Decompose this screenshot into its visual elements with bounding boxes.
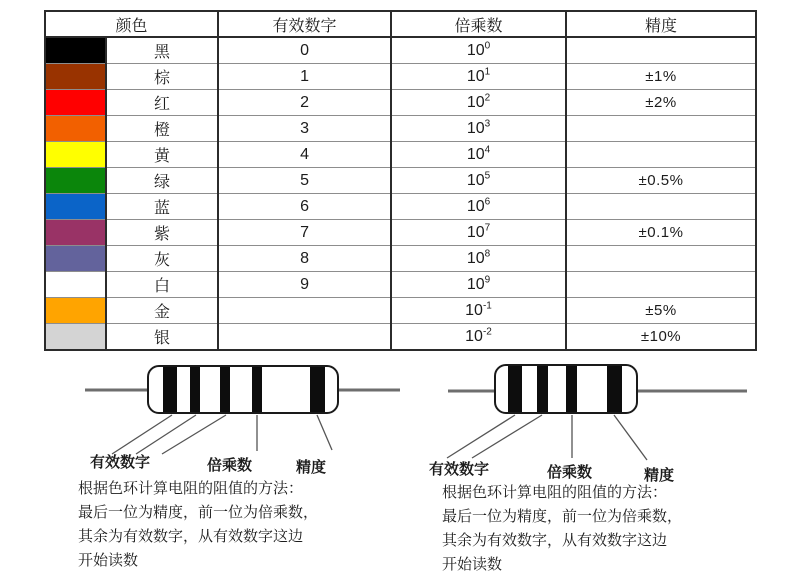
table-row <box>45 194 756 220</box>
tolerance-cell <box>566 116 756 142</box>
header-multiplier: 倍乘数 <box>391 11 566 37</box>
band-3 <box>220 367 230 412</box>
multiplier-cell: $10^5$ <box>391 168 566 194</box>
color-swatch-orange <box>45 116 106 142</box>
table-row <box>45 90 756 116</box>
digit-cell <box>218 298 391 324</box>
four-band-resistor-diagram <box>430 358 760 470</box>
table-row <box>45 64 756 90</box>
table-row <box>45 116 756 142</box>
multiplier-cell: $10^{-1}$ <box>391 298 566 324</box>
color-name-cell: 白 <box>106 272 218 298</box>
tolerance-cell: ±0.5% <box>566 168 756 194</box>
caption-line: 开始读数 <box>442 556 503 573</box>
label-multiplier-right: 倍乘数 <box>547 464 593 481</box>
digit-cell: 8 <box>218 246 391 272</box>
leader-line <box>317 415 332 450</box>
color-name-cell: 黑 <box>106 37 218 64</box>
resistor-color-table <box>44 10 757 351</box>
tolerance-cell <box>566 142 756 168</box>
leader-line <box>614 415 647 460</box>
leader-line <box>136 415 196 454</box>
tolerance-cell <box>566 194 756 220</box>
digit-cell: 3 <box>218 116 391 142</box>
digit-cell: 6 <box>218 194 391 220</box>
label-tolerance-right: 精度 <box>644 467 675 484</box>
label-multiplier-left: 倍乘数 <box>207 457 253 474</box>
table-row <box>45 246 756 272</box>
table-row <box>45 37 756 64</box>
digit-cell: 2 <box>218 90 391 116</box>
color-name-cell: 蓝 <box>106 194 218 220</box>
multiplier-cell: $10^9$ <box>391 272 566 298</box>
reading-method-text-left <box>78 477 318 573</box>
table-row <box>45 272 756 298</box>
label-tolerance-left: 精度 <box>296 459 327 476</box>
multiplier-cell: $10^0$ <box>391 37 566 64</box>
leader-line <box>112 415 172 454</box>
multiplier-cell: $10^{-2}$ <box>391 324 566 351</box>
color-name-cell: 银 <box>106 324 218 351</box>
color-swatch-blue <box>45 194 106 220</box>
caption-line: 根据色环计算电阻的阻值的方法： <box>78 480 304 497</box>
digit-cell: 9 <box>218 272 391 298</box>
tolerance-cell <box>566 246 756 272</box>
reading-method-text-right <box>442 481 682 577</box>
caption-line: 最后一位为精度，前一位为倍乘数， <box>78 504 319 521</box>
color-swatch-yellow <box>45 142 106 168</box>
tolerance-cell: ±1% <box>566 64 756 90</box>
table-row <box>45 220 756 246</box>
multiplier-cell: $10^3$ <box>391 116 566 142</box>
header-tolerance: 精度 <box>566 11 756 37</box>
color-swatch-brown <box>45 64 106 90</box>
multiplier-cell: $10^8$ <box>391 246 566 272</box>
digit-cell: 1 <box>218 64 391 90</box>
tolerance-cell <box>566 272 756 298</box>
color-swatch-purple <box>45 220 106 246</box>
label-significant-digits-right: 有效数字 <box>429 461 490 478</box>
color-swatch-white <box>45 272 106 298</box>
color-name-cell: 紫 <box>106 220 218 246</box>
color-name-cell: 橙 <box>106 116 218 142</box>
tolerance-cell: ±0.1% <box>566 220 756 246</box>
band-2 <box>537 366 548 412</box>
digit-cell: 4 <box>218 142 391 168</box>
table-row <box>45 168 756 194</box>
multiplier-cell: $10^4$ <box>391 142 566 168</box>
caption-line: 开始读数 <box>78 552 139 569</box>
band-1 <box>508 366 522 412</box>
tolerance-cell: ±2% <box>566 90 756 116</box>
table-row <box>45 324 756 351</box>
digit-cell: 5 <box>218 168 391 194</box>
color-swatch-green <box>45 168 106 194</box>
multiplier-cell: $10^2$ <box>391 90 566 116</box>
tolerance-cell: ±5% <box>566 298 756 324</box>
color-swatch-black <box>45 37 106 64</box>
color-name-cell: 金 <box>106 298 218 324</box>
caption-line: 根据色环计算电阻的阻值的方法： <box>442 484 668 501</box>
header-color: 颜色 <box>45 11 218 37</box>
color-name-cell: 红 <box>106 90 218 116</box>
color-swatch-gray <box>45 246 106 272</box>
color-swatch-red <box>45 90 106 116</box>
color-name-cell: 灰 <box>106 246 218 272</box>
label-significant-digits-left: 有效数字 <box>90 454 151 471</box>
table-header-row <box>45 11 756 37</box>
color-name-cell: 棕 <box>106 64 218 90</box>
tolerance-cell <box>566 37 756 64</box>
caption-line: 最后一位为精度，前一位为倍乘数， <box>442 508 683 525</box>
resistor-drawing-right <box>430 358 760 470</box>
color-swatch-gold <box>45 298 106 324</box>
digit-cell: 0 <box>218 37 391 64</box>
multiplier-cell: $10^6$ <box>391 194 566 220</box>
color-name-cell: 绿 <box>106 168 218 194</box>
caption-line: 其余为有效数字，从有效数字这边 <box>78 528 304 545</box>
band-2 <box>190 367 200 412</box>
band-4 <box>607 366 622 412</box>
caption-line: 其余为有效数字，从有效数字这边 <box>442 532 668 549</box>
color-swatch-silver <box>45 324 106 351</box>
multiplier-cell: $10^7$ <box>391 220 566 246</box>
header-significant-digit: 有效数字 <box>218 11 391 37</box>
band-5 <box>310 367 325 412</box>
digit-cell: 7 <box>218 220 391 246</box>
band-4 <box>252 367 262 412</box>
leader-line <box>472 415 542 458</box>
color-name-cell: 黄 <box>106 142 218 168</box>
leader-line <box>447 415 515 458</box>
table-row <box>45 298 756 324</box>
digit-cell <box>218 324 391 351</box>
band-3 <box>566 366 577 412</box>
leader-line <box>162 415 226 454</box>
tolerance-cell: ±10% <box>566 324 756 351</box>
table-row <box>45 142 756 168</box>
multiplier-cell: $10^1$ <box>391 64 566 90</box>
band-1 <box>163 367 177 412</box>
